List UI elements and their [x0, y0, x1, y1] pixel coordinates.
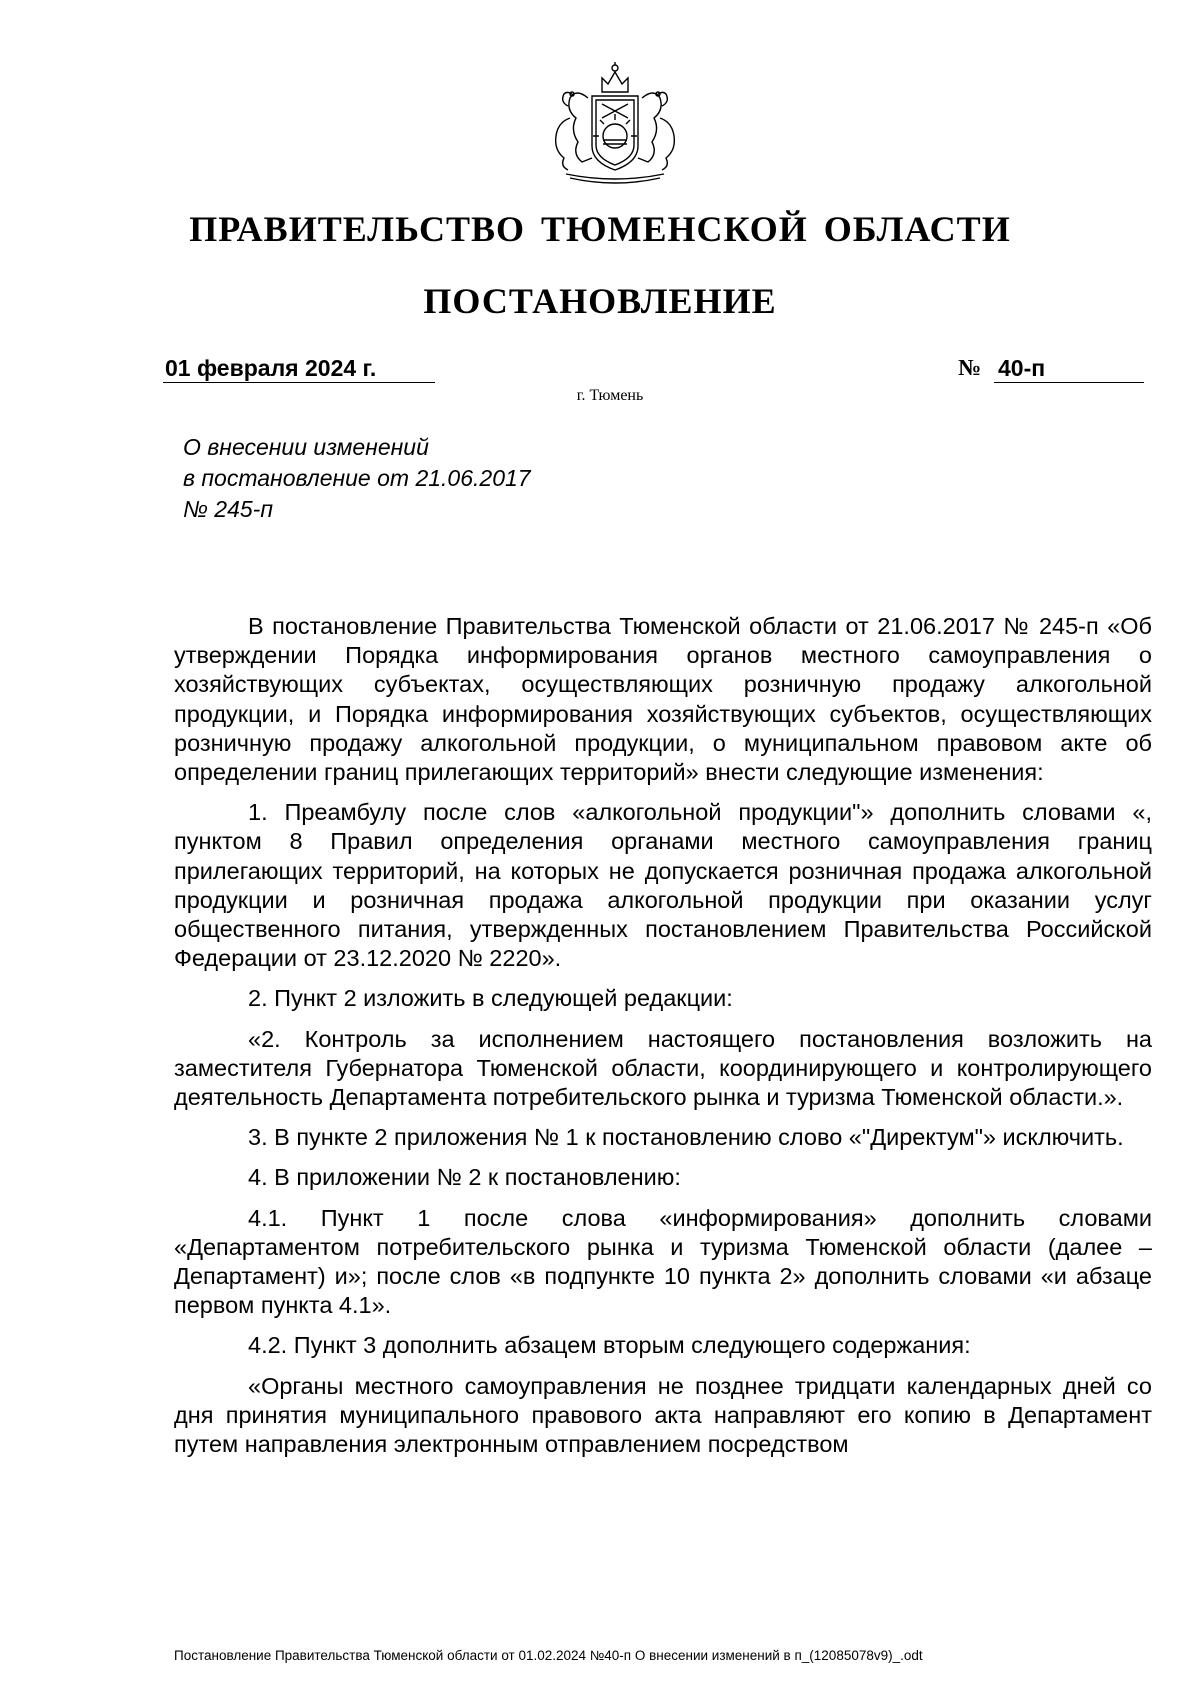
page-footer: Постановление Правительства Тюменской области от 01.02.2024 №40-п О внесении изменений в п_(12085078v9)_.odt [174, 1648, 923, 1663]
body-paragraph: 1. Преамбулу после слов «алкогольной продукции"» дополнить словами «, пунктом 8 Правил определения органами местного самоуправления границ прилегающих территорий, на которых не допускается розничная продажа алкогольной продукции и розничная продажа алкогольной продукции при оказании услуг общественного питания, утвержденных постановлением Правительства Российской Федерации от 23.12.2020 № 2220». [174, 799, 1152, 972]
document-date: 01 февраля 2024 г. [163, 354, 435, 383]
subject-line: в постановление от 21.06.2017 [183, 465, 531, 491]
body-paragraph: «2. Контроль за исполнением настоящего постановления возложить на заместителя Губернатора Тюменской области, координирующего и контролирующего деятельность Департамента потребительского рынка и туризма Тюменской области.». [174, 1025, 1152, 1111]
subject-line: № 245-п [183, 496, 273, 522]
coat-of-arms-emblem [540, 58, 690, 188]
body-paragraph: «Органы местного самоуправления не позднее тридцати календарных дней со дня принятия муниципального правового акта направляют его копию в Департамент путем направления электронным отправлением посредством [174, 1372, 1152, 1458]
body-paragraph: 2. Пункт 2 изложить в следующей редакции: [248, 985, 733, 1012]
body-paragraph: 4.2. Пункт 3 дополнить абзацем вторым следующего содержания: [248, 1332, 971, 1359]
body-paragraph: В постановление Правительства Тюменской области от 21.06.2017 № 245-п «Об утверждении Порядка информирования органов местного самоуправления о хозяйствующих субъектах, осуществляющих розничную продажу алкогольной продукции, и Порядка информирования хозяйствующих субъектов, осуществляющих розничную продажу алкогольной продукции, о муниципальном правовом акте об определении границ прилегающих территорий» внести следующие изменения: [174, 613, 1152, 786]
document-body [174, 612, 1152, 1470]
body-paragraph: 4. В приложении № 2 к постановлению: [248, 1164, 681, 1191]
body-paragraph: 3. В пункте 2 приложения № 1 к постановлению слово «"Директум"» исключить. [248, 1124, 1124, 1151]
document-type-title: ПОСТАНОВЛЕНИЕ [423, 281, 777, 321]
body-paragraph: 4.1. Пункт 1 после слова «информирования» дополнить словами «Департаментом потребительского рынка и туризма Тюменской области (далее – Департамент) и»; после слов «в подпункте 10 пункта 2» дополнить словами «и абзаце первом пункта 4.1». [174, 1204, 1152, 1319]
city-label: г. Тюмень [576, 387, 644, 404]
document-subject [183, 432, 531, 525]
document-number: 40-п [994, 354, 1144, 383]
subject-line: О внесении изменений [183, 434, 429, 460]
document-number-field [958, 354, 1144, 383]
organization-title: ПРАВИТЕЛЬСТВО ТЮМЕНСКОЙ ОБЛАСТИ [189, 209, 1011, 249]
number-sign: № [958, 355, 982, 380]
